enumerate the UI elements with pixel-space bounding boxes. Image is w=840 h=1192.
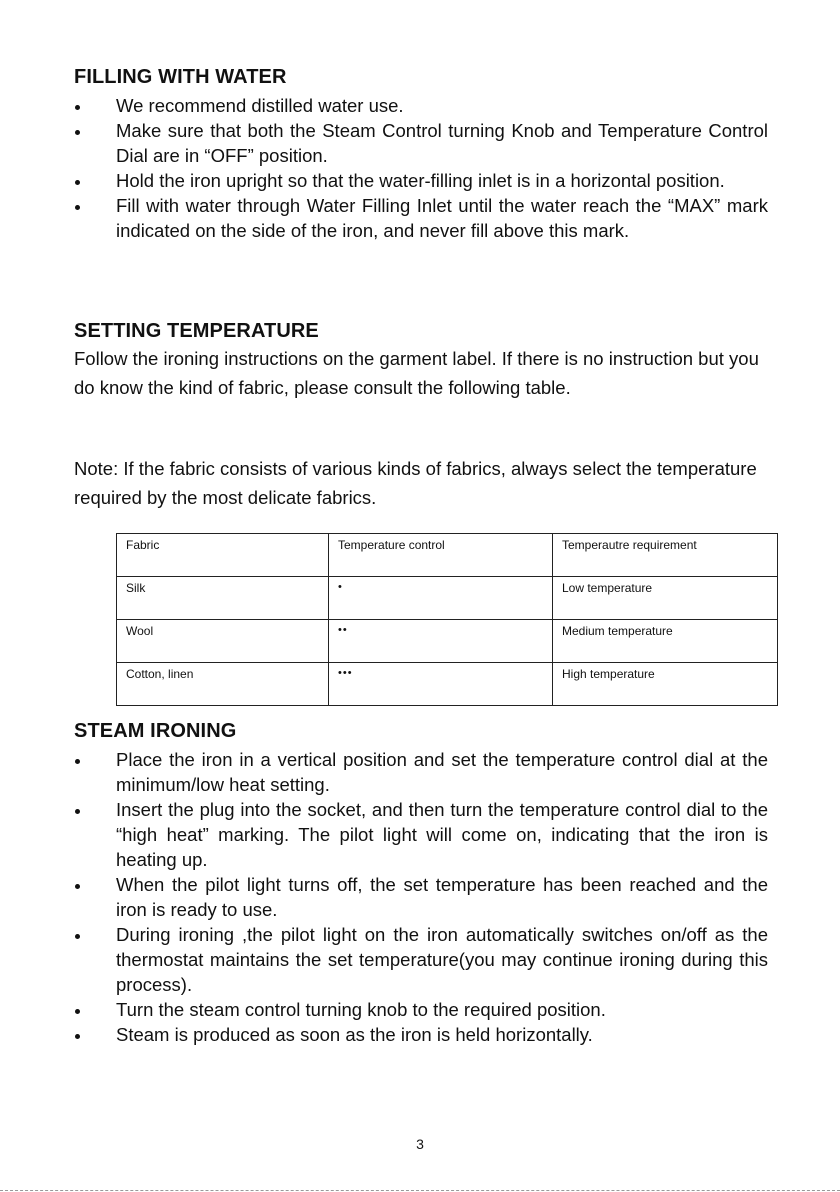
table-row: [117, 577, 778, 620]
table-cell: Cotton, linen: [117, 663, 329, 706]
table-cell: Medium temperature: [553, 620, 778, 663]
page-number: 3: [416, 1136, 424, 1152]
table-row: [117, 620, 778, 663]
list-item: Steam is produced as soon as the iron is held horizontally.: [74, 1022, 768, 1047]
table-cell: High temperature: [553, 663, 778, 706]
steam-heading: STEAM IRONING: [74, 720, 237, 742]
list-item: During ironing ,the pilot light on the iron automatically switches on/off as the thermostat maintains the set temperature(you may continue ironing during this process).: [74, 922, 768, 997]
list-item: Make sure that both the Steam Control turning Knob and Temperature Control Dial are in “OFF” position.: [74, 118, 768, 168]
temperature-intro: Follow the ironing instructions on the garment label. If there is no instruction but you do know the kind of fabric, please consult the following table.: [74, 348, 759, 398]
list-item: We recommend distilled water use.: [74, 93, 768, 118]
list-item: Insert the plug into the socket, and then turn the temperature control dial to the “high heat” marking. The pilot light will come on, indicating that the iron is heating up.: [74, 797, 768, 872]
table-cell: Low temperature: [553, 577, 778, 620]
table-cell: •: [329, 577, 553, 620]
temperature-note: Note: If the fabric consists of various kinds of fabrics, always select the temperature required by the most delicate fabrics.: [74, 458, 757, 508]
list-item: When the pilot light turns off, the set temperature has been reached and the iron is ready to use.: [74, 872, 768, 922]
filling-bullet-list: [74, 93, 768, 243]
table-row: [117, 663, 778, 706]
table-header-cell: Temperature control: [329, 534, 553, 577]
temperature-table: [116, 533, 778, 706]
list-item: Place the iron in a vertical position and set the temperature control dial at the minimum/low heat setting.: [74, 747, 768, 797]
table-cell: Wool: [117, 620, 329, 663]
table-header-cell: Temperautre requirement: [553, 534, 778, 577]
filling-heading: FILLING WITH WATER: [74, 66, 287, 88]
list-item: Hold the iron upright so that the water-filling inlet is in a horizontal position.: [74, 168, 768, 193]
list-item: Fill with water through Water Filling Inlet until the water reach the “MAX” mark indicated on the side of the iron, and never fill above this mark.: [74, 193, 768, 243]
list-item: Turn the steam control turning knob to the required position.: [74, 997, 768, 1022]
table-cell: •••: [329, 663, 553, 706]
steam-bullet-list: [74, 747, 768, 1047]
temperature-heading: SETTING TEMPERATURE: [74, 320, 319, 342]
table-header-cell: Fabric: [117, 534, 329, 577]
page-bottom-divider: [0, 1190, 840, 1191]
table-cell: ••: [329, 620, 553, 663]
table-cell: Silk: [117, 577, 329, 620]
table-header-row: [117, 534, 778, 577]
